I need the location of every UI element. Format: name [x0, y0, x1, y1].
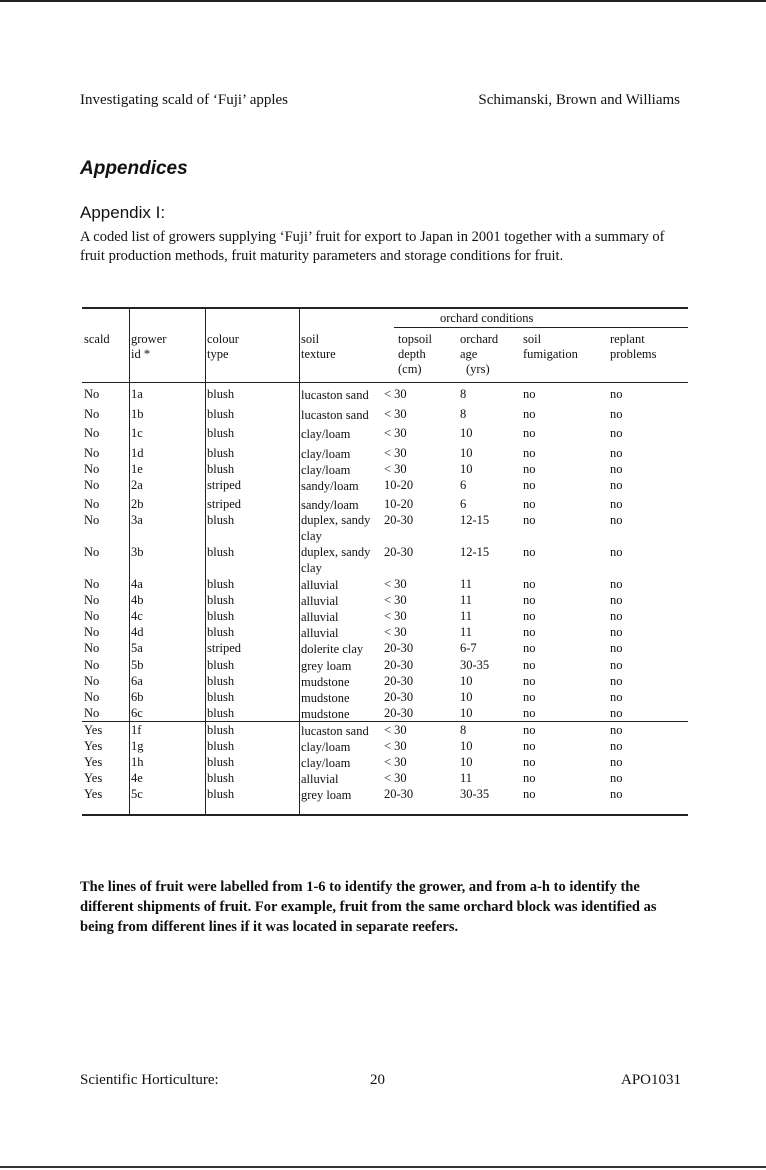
cell-colour-type: striped [207, 497, 242, 511]
cell-soil-fumigation: no [523, 706, 536, 720]
cell-scald: No [84, 545, 100, 559]
cell-grower-id: 4b [131, 593, 144, 607]
cell-colour-type: blush [207, 787, 235, 801]
cell-replant-problems: no [610, 755, 623, 769]
cell-soil-fumigation: no [523, 674, 536, 688]
cell-grower-id: 5b [131, 658, 144, 672]
table-top-rule [82, 307, 688, 309]
top-rule [0, 0, 766, 2]
cell-scald: No [84, 641, 100, 655]
cell-soil-texture: duplex, sandy clay [301, 513, 371, 543]
cell-soil-texture: lucaston sand [301, 408, 369, 422]
cell-scald: No [84, 690, 100, 704]
col-header-grower-line1: grower [131, 332, 167, 346]
cell-scald: No [84, 462, 100, 476]
footer-journal: Scientific Horticulture: [80, 1072, 219, 1088]
cell-replant-problems: no [610, 690, 623, 704]
cell-soil-texture: clay/loam [301, 427, 351, 441]
cell-replant-problems: no [610, 609, 623, 623]
cell-colour-type: blush [207, 674, 235, 688]
cell-soil-fumigation: no [523, 609, 536, 623]
cell-replant-problems: no [610, 641, 623, 655]
cell-colour-type: blush [207, 577, 235, 591]
cell-topsoil-depth: < 30 [384, 593, 407, 607]
header-bottom-rule [82, 382, 688, 383]
cell-replant-problems: no [610, 577, 623, 591]
col-header-replant-line2: problems [610, 347, 657, 361]
cell-grower-id: 3a [131, 513, 143, 527]
cell-replant-problems: no [610, 497, 623, 511]
cell-replant-problems: no [610, 771, 623, 785]
cell-topsoil-depth: 10-20 [384, 497, 414, 511]
cell-topsoil-depth: 20-30 [384, 674, 414, 688]
cell-replant-problems: no [610, 706, 623, 720]
col-header-age-line3: (yrs) [466, 362, 490, 376]
cell-orchard-age: 10 [460, 690, 473, 704]
cell-scald: No [84, 625, 100, 639]
cell-grower-id: 2b [131, 497, 144, 511]
cell-topsoil-depth: 10-20 [384, 478, 414, 492]
cell-colour-type: blush [207, 426, 235, 440]
group-header-rule [394, 327, 688, 328]
cell-grower-id: 1f [131, 723, 142, 737]
cell-topsoil-depth: < 30 [384, 426, 407, 440]
cell-orchard-age: 10 [460, 755, 473, 769]
cell-colour-type: blush [207, 706, 235, 720]
cell-grower-id: 4c [131, 609, 143, 623]
cell-topsoil-depth: < 30 [384, 446, 407, 460]
cell-colour-type: blush [207, 407, 235, 421]
cell-scald: No [84, 478, 100, 492]
cell-grower-id: 6a [131, 674, 143, 688]
col-header-topsoil-depth [398, 332, 432, 377]
cell-grower-id: 4e [131, 771, 143, 785]
cell-topsoil-depth: < 30 [384, 625, 407, 639]
cell-soil-fumigation: no [523, 387, 536, 401]
cell-soil-texture: duplex, sandy clay [301, 545, 371, 575]
cell-topsoil-depth: < 30 [384, 407, 407, 421]
cell-soil-texture: sandy/loam [301, 498, 359, 512]
cell-orchard-age: 10 [460, 739, 473, 753]
cell-orchard-age: 10 [460, 446, 473, 460]
cell-grower-id: 6b [131, 690, 144, 704]
group-header-orchard-conditions: orchard conditions [440, 311, 534, 325]
cell-colour-type: striped [207, 478, 242, 492]
cell-colour-type: blush [207, 446, 235, 460]
cell-colour-type: blush [207, 755, 235, 769]
cell-soil-fumigation: no [523, 462, 536, 476]
cell-topsoil-depth: < 30 [384, 755, 407, 769]
col-header-scald: scald [84, 332, 110, 346]
cell-soil-texture: lucaston sand [301, 724, 369, 738]
cell-soil-fumigation: no [523, 478, 536, 492]
col-header-colour-line1: colour [207, 332, 239, 346]
cell-grower-id: 3b [131, 545, 144, 559]
cell-soil-texture: clay/loam [301, 756, 351, 770]
cell-replant-problems: no [610, 739, 623, 753]
cell-replant-problems: no [610, 625, 623, 639]
cell-scald: No [84, 426, 100, 440]
cell-grower-id: 1b [131, 407, 144, 421]
cell-colour-type: blush [207, 739, 235, 753]
cell-orchard-age: 8 [460, 723, 467, 737]
col-header-grower-line2: id * [131, 347, 151, 361]
cell-colour-type: blush [207, 513, 235, 527]
cell-scald: Yes [84, 755, 103, 769]
col-header-depth-line3: (cm) [398, 362, 422, 376]
cell-colour-type: striped [207, 641, 242, 655]
cell-grower-id: 1c [131, 426, 143, 440]
cell-grower-id: 1g [131, 739, 144, 753]
col-header-age-line2: age [460, 347, 478, 361]
cell-scald: No [84, 593, 100, 607]
cell-orchard-age: 10 [460, 674, 473, 688]
cell-soil-fumigation: no [523, 577, 536, 591]
cell-colour-type: blush [207, 545, 235, 559]
cell-orchard-age: 11 [460, 771, 473, 785]
cell-scald: No [84, 577, 100, 591]
cell-soil-fumigation: no [523, 755, 536, 769]
cell-soil-fumigation: no [523, 593, 536, 607]
cell-orchard-age: 11 [460, 625, 473, 639]
cell-orchard-age: 8 [460, 407, 467, 421]
cell-soil-texture: clay/loam [301, 463, 351, 477]
cell-soil-fumigation: no [523, 545, 536, 559]
cell-replant-problems: no [610, 723, 623, 737]
cell-grower-id: 6c [131, 706, 143, 720]
cell-scald: Yes [84, 771, 103, 785]
cell-soil-texture: alluvial [301, 610, 339, 624]
cell-soil-fumigation: no [523, 658, 536, 672]
cell-replant-problems: no [610, 407, 623, 421]
cell-replant-problems: no [610, 593, 623, 607]
cell-soil-texture: mudstone [301, 691, 350, 705]
cell-soil-texture: mudstone [301, 675, 350, 689]
cell-grower-id: 4d [131, 625, 144, 639]
cell-soil-fumigation: no [523, 787, 536, 801]
col-header-fumigation-line2: fumigation [523, 347, 578, 361]
cell-grower-id: 5a [131, 641, 143, 655]
page-number: 20 [370, 1072, 385, 1088]
cell-grower-id: 4a [131, 577, 143, 591]
cell-orchard-age: 12-15 [460, 545, 490, 559]
cell-grower-id: 1h [131, 755, 144, 769]
cell-soil-fumigation: no [523, 641, 536, 655]
cell-orchard-age: 11 [460, 609, 473, 623]
cell-scald: No [84, 387, 100, 401]
running-header-authors: Schimanski, Brown and Williams [478, 92, 680, 108]
cell-replant-problems: no [610, 787, 623, 801]
col-header-soil-line2: texture [301, 347, 336, 361]
col-header-colour-line2: type [207, 347, 229, 361]
cell-scald: Yes [84, 723, 103, 737]
cell-replant-problems: no [610, 446, 623, 460]
cell-grower-id: 1e [131, 462, 143, 476]
cell-topsoil-depth: < 30 [384, 771, 407, 785]
col-header-depth-line1: topsoil [398, 332, 433, 346]
cell-topsoil-depth: 20-30 [384, 690, 414, 704]
cell-colour-type: blush [207, 771, 235, 785]
cell-topsoil-depth: 20-30 [384, 641, 414, 655]
cell-orchard-age: 30-35 [460, 787, 490, 801]
footer-code: APO1031 [620, 1072, 681, 1088]
cell-colour-type: blush [207, 609, 235, 623]
cell-scald: No [84, 407, 100, 421]
cell-soil-texture: grey loam [301, 659, 352, 673]
cell-soil-fumigation: no [523, 446, 536, 460]
cell-orchard-age: 11 [460, 577, 473, 591]
cell-soil-fumigation: no [523, 625, 536, 639]
cell-colour-type: blush [207, 593, 235, 607]
col-header-replant-line1: replant [610, 332, 645, 346]
cell-scald: Yes [84, 739, 103, 753]
cell-topsoil-depth: < 30 [384, 387, 407, 401]
cell-soil-fumigation: no [523, 690, 536, 704]
cell-soil-fumigation: no [523, 513, 536, 527]
cell-soil-fumigation: no [523, 739, 536, 753]
col-header-depth-line2: depth [398, 347, 426, 361]
cell-replant-problems: no [610, 674, 623, 688]
cell-soil-fumigation: no [523, 771, 536, 785]
running-header-title: Investigating scald of ‘Fuji’ apples [80, 92, 289, 108]
grower-labelling-note: The lines of fruit were labelled from 1-6 to identify the grower, and from a-h to identify the different shipments of fruit. For example, fruit from the same orchard block was identified as being from different lines if it was located in separate reefers. [80, 879, 657, 935]
cell-colour-type: blush [207, 690, 235, 704]
col-header-age-line1: orchard [460, 332, 499, 346]
intro-paragraph: A coded list of growers supplying ‘Fuji’ fruit for export to Japan in 2001 together with a summary of fruit production methods, fruit maturity parameters and storage conditions for fruit. [80, 229, 665, 264]
cell-scald: No [84, 658, 100, 672]
cell-soil-texture: clay/loam [301, 740, 351, 754]
cell-soil-texture: dolerite clay [301, 642, 364, 656]
cell-scald: No [84, 513, 100, 527]
cell-topsoil-depth: < 30 [384, 577, 407, 591]
cell-replant-problems: no [610, 426, 623, 440]
cell-soil-texture: alluvial [301, 578, 339, 592]
cell-replant-problems: no [610, 658, 623, 672]
scald-divider-rule [82, 721, 688, 722]
cell-colour-type: blush [207, 462, 235, 476]
appendix-title: Appendix I: [80, 203, 166, 222]
cell-soil-texture: sandy/loam [301, 479, 359, 493]
cell-topsoil-depth: 20-30 [384, 545, 414, 559]
cell-topsoil-depth: < 30 [384, 462, 407, 476]
col-header-colour [207, 332, 239, 362]
cell-colour-type: blush [207, 387, 235, 401]
cell-topsoil-depth: 20-30 [384, 513, 414, 527]
cell-grower-id: 5c [131, 787, 143, 801]
cell-orchard-age: 10 [460, 462, 473, 476]
col-header-fumigation-line1: soil [523, 332, 542, 346]
cell-soil-texture: clay/loam [301, 447, 351, 461]
table-bottom-rule [82, 814, 688, 816]
cell-topsoil-depth: < 30 [384, 609, 407, 623]
cell-orchard-age: 6-7 [460, 641, 477, 655]
col-header-soil [301, 332, 336, 362]
cell-colour-type: blush [207, 723, 235, 737]
cell-scald: No [84, 446, 100, 460]
col-rule-grower [129, 307, 130, 814]
bottom-rule [0, 1166, 766, 1168]
cell-colour-type: blush [207, 625, 235, 639]
cell-topsoil-depth: 20-30 [384, 658, 414, 672]
cell-soil-fumigation: no [523, 723, 536, 737]
col-header-orchard-age [460, 332, 498, 377]
cell-topsoil-depth: < 30 [384, 739, 407, 753]
cell-soil-texture: mudstone [301, 707, 350, 721]
cell-soil-texture: lucaston sand [301, 388, 369, 402]
cell-soil-fumigation: no [523, 407, 536, 421]
cell-grower-id: 2a [131, 478, 143, 492]
cell-orchard-age: 10 [460, 706, 473, 720]
cell-orchard-age: 6 [460, 478, 467, 492]
cell-replant-problems: no [610, 387, 623, 401]
cell-orchard-age: 12-15 [460, 513, 490, 527]
cell-orchard-age: 6 [460, 497, 467, 511]
col-rule-soil [299, 307, 300, 814]
col-rule-colour [205, 307, 206, 814]
section-title: Appendices [80, 158, 188, 179]
cell-scald: No [84, 497, 100, 511]
cell-soil-texture: grey loam [301, 788, 352, 802]
col-header-soil-fumigation [523, 332, 578, 362]
cell-replant-problems: no [610, 513, 623, 527]
cell-replant-problems: no [610, 545, 623, 559]
cell-soil-fumigation: no [523, 497, 536, 511]
growers-table [82, 307, 688, 815]
cell-soil-fumigation: no [523, 426, 536, 440]
cell-soil-texture: alluvial [301, 626, 339, 640]
cell-grower-id: 1d [131, 446, 144, 460]
cell-replant-problems: no [610, 462, 623, 476]
cell-soil-texture: alluvial [301, 594, 339, 608]
cell-scald: No [84, 706, 100, 720]
cell-orchard-age: 8 [460, 387, 467, 401]
cell-topsoil-depth: < 30 [384, 723, 407, 737]
cell-topsoil-depth: 20-30 [384, 787, 414, 801]
col-header-replant-problems [610, 332, 657, 362]
cell-orchard-age: 11 [460, 593, 473, 607]
col-header-grower [131, 332, 166, 362]
cell-soil-texture: alluvial [301, 772, 339, 786]
cell-orchard-age: 30-35 [460, 658, 490, 672]
cell-replant-problems: no [610, 478, 623, 492]
cell-scald: No [84, 674, 100, 688]
cell-scald: Yes [84, 787, 103, 801]
col-header-soil-line1: soil [301, 332, 320, 346]
cell-colour-type: blush [207, 658, 235, 672]
cell-scald: No [84, 609, 100, 623]
cell-topsoil-depth: 20-30 [384, 706, 414, 720]
cell-orchard-age: 10 [460, 426, 473, 440]
cell-grower-id: 1a [131, 387, 143, 401]
